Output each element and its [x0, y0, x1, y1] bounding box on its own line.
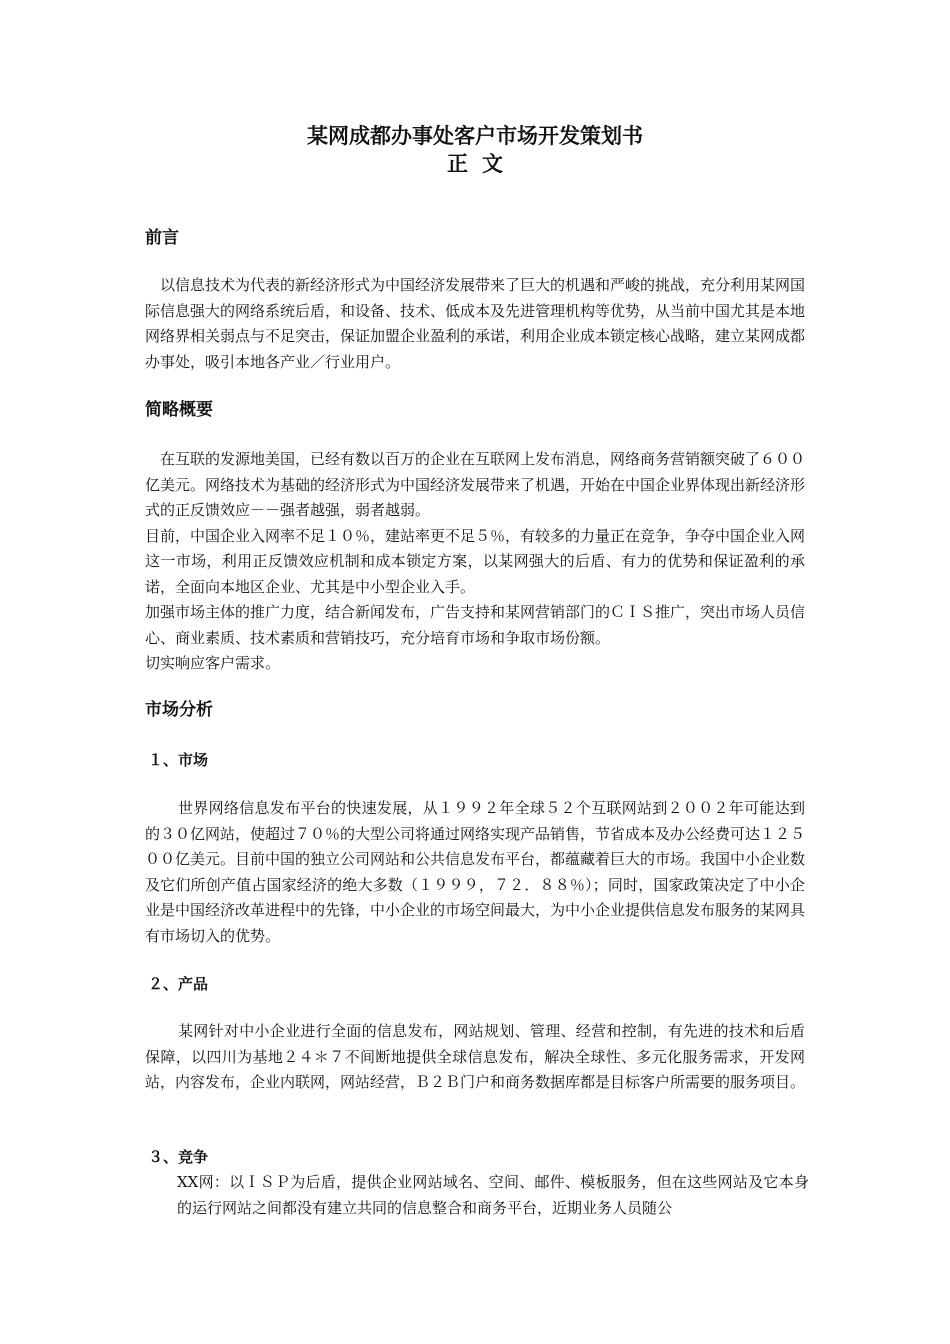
preface-heading: 前言	[145, 228, 179, 248]
market-heading: １、市场	[148, 751, 209, 769]
overview-paragraph: 切实响应客户需求。	[145, 654, 281, 672]
overview-paragraph: 加强市场主体的推广力度，结合新闻发布，广告支持和某网营销部门的ＣＩＳ推广，突出市场人员信心、商业素质、技术素质和营销技巧，充分培育市场和争取市场份额。	[145, 603, 806, 647]
competition-paragraph: XX网：以ＩＳＰ为后盾，提供企业网站域名、空间、邮件、模板服务，但在这些网站及它本身的运行网站之间都没有建立共同的信息整合和商务平台，近期业务人员随公	[177, 1173, 809, 1217]
document-subtitle: 正文	[447, 152, 517, 176]
document-title: 某网成都办事处客户市场开发策划书	[307, 124, 643, 148]
market-paragraph: 世界网络信息发布平台的快速发展，从１９９２年全球５２个互联网站到２００２年可能达到的３０亿网站，使超过７０％的大型公司将通过网络实现产品销售，节省成本及办公经费可达１２５００亿美元。目前中国的独立公司网站和公共信息发布平台，都蕴藏着巨大的市场。我国中小企业数及它们所创产值占国家经济的绝大多数（１９９９，７２．８８％）；同时，国家政策决定了中小企业是中国经济改革进程中的先锋，中小企业的市场空间最大，为中小企业提供信息发布服务的某网具有市场切入的优势。	[145, 799, 806, 945]
overview-heading: 简略概要	[145, 400, 213, 420]
overview-body	[145, 447, 805, 677]
overview-paragraph: 目前，中国企业入网率不足１０％，建站率更不足５％，有较多的力量正在竞争，争夺中国企业入网这一市场，利用正反馈效应机制和成本锁定方案，以某网强大的后盾、有力的优势和保证盈利的承诺，全面向本地区企业、尤其是中小型企业入手。	[145, 526, 806, 596]
product-paragraph: 某网针对中小企业进行全面的信息发布，网站规划、管理、经营和控制，有先进的技术和后盾保障，以四川为基地２４＊７不间断地提供全球信息发布，解决全球性、多元化服务需求，开发网站，内容发布，企业内联网，网站经营，Ｂ２Ｂ门户和商务数据库都是目标客户所需要的服务项目。	[145, 1022, 806, 1091]
analysis-heading: 市场分析	[145, 700, 213, 720]
overview-paragraph: 在互联的发源地美国，已经有数以百万的企业在互联网上发布消息，网络商务营销额突破了６００亿美元。网络技术为基础的经济形式为中国经济发展带来了机遇，开始在中国企业界体现出新经济形式的正反馈效应－－强者越强，弱者越弱。	[145, 450, 806, 519]
preface-paragraph: 以信息技术为代表的新经济形式为中国经济发展带来了巨大的机遇和严峻的挑战，充分利用某网国际信息强大的网络系统后盾，和设备、技术、低成本及先进管理机构等优势，从当前中国尤其是本地网络界相关弱点与不足突击，保证加盟企业盈利的承诺，利用企业成本锁定核心战略，建立某网成都办事处，吸引本地各产业／行业用户。	[145, 276, 806, 371]
competition-heading: ３、竞争	[148, 1148, 209, 1166]
product-heading: ２、产品	[148, 975, 209, 993]
